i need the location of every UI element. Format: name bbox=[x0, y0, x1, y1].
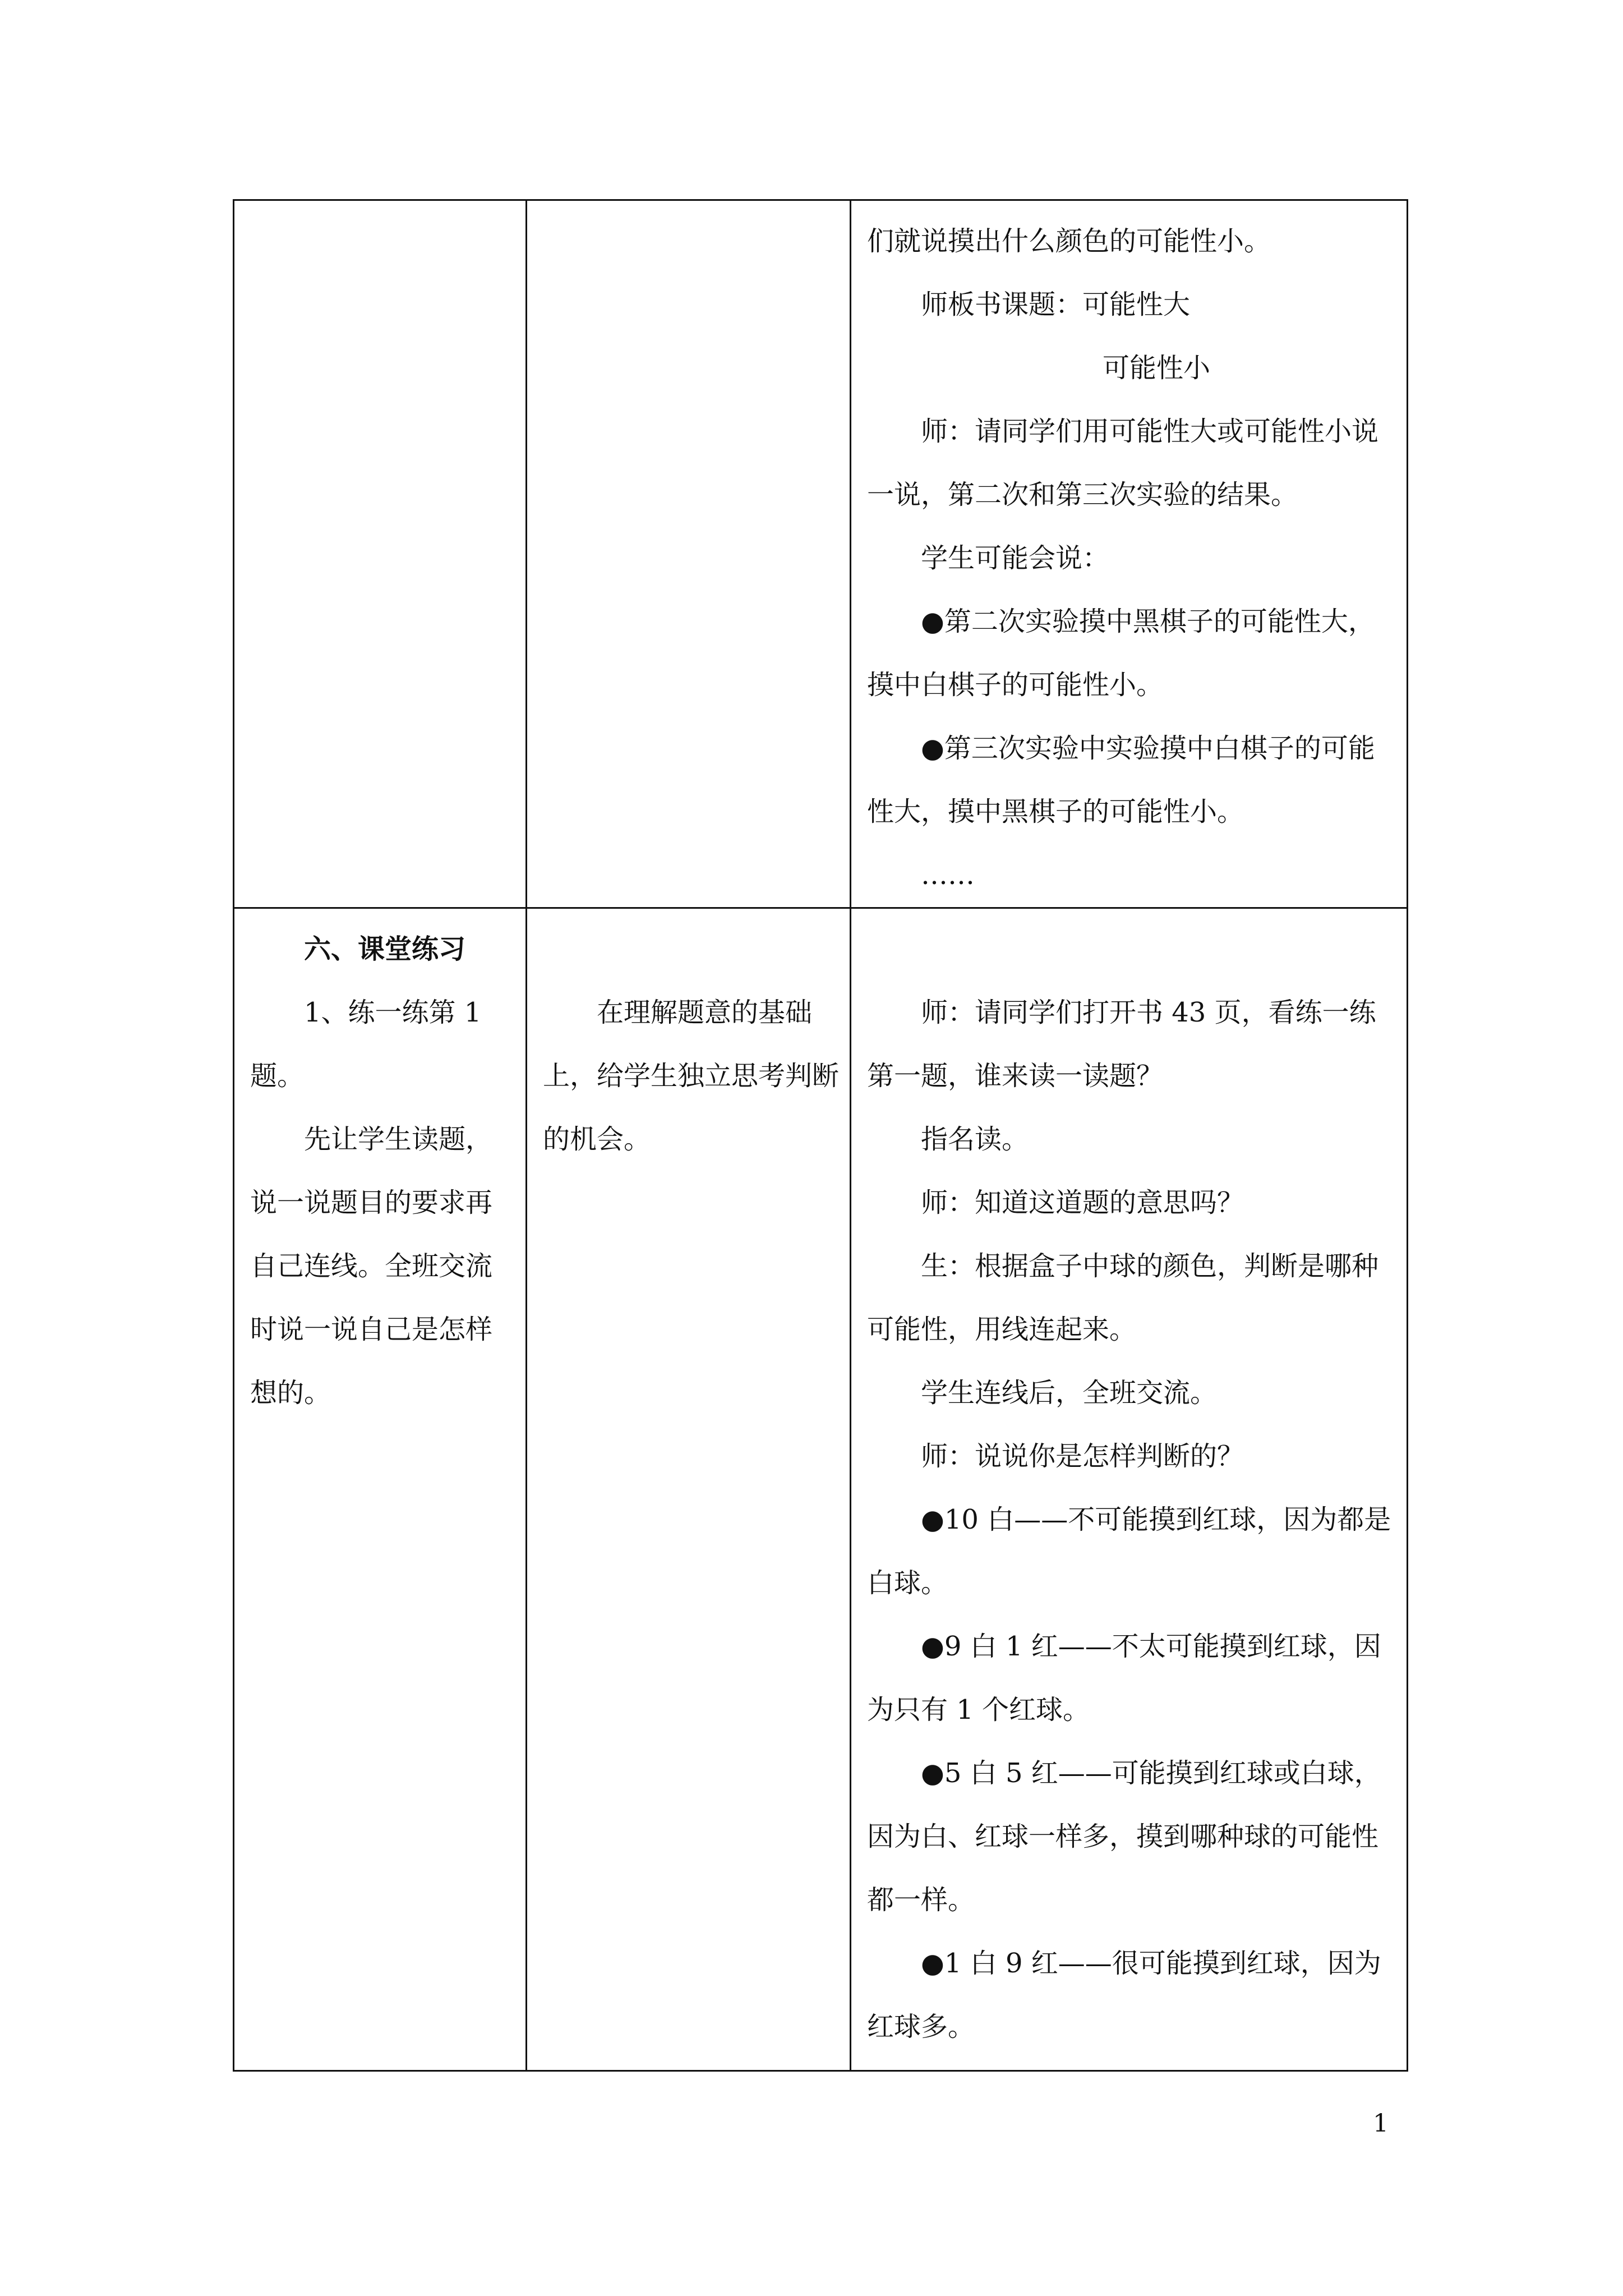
table-row bbox=[234, 908, 1408, 2071]
paragraph: 学生连线后，全班交流。 bbox=[921, 1377, 1218, 1409]
paragraph: ●5 白 5 红——可能摸到红球或白球，因为白、红球一样多，摸到哪种球的可能性都一样。 bbox=[867, 1757, 1381, 1916]
paragraph: 学生可能会说： bbox=[921, 542, 1110, 574]
ellipsis-line: …… bbox=[921, 859, 975, 891]
paragraph: ●第二次实验摸中黑棋子的可能性大，摸中白棋子的可能性小。 bbox=[867, 606, 1375, 701]
paragraph: 师：请同学们用可能性大或可能性小说一说，第二次和第三次实验的结果。 bbox=[867, 416, 1379, 510]
paragraph: 师：知道这道题的意思吗？ bbox=[921, 1187, 1244, 1218]
paragraph: 1、练一练第 1 题。 bbox=[250, 997, 482, 1092]
paragraph: 可能性小 bbox=[1103, 352, 1211, 384]
paragraph: ●9 白 1 红——不太可能摸到红球，因为只有 1 个红球。 bbox=[867, 1631, 1381, 1726]
paragraph: 先让学生读题，说一说题目的要求再自己连线。全班交流时说一说自己是怎样想的。 bbox=[250, 1124, 493, 1409]
row2-col3-cell bbox=[851, 908, 1408, 2071]
paragraph: 们就说摸出什么颜色的可能性小。 bbox=[867, 226, 1271, 257]
row1-col3-cell bbox=[851, 200, 1408, 908]
lesson-plan-table bbox=[233, 199, 1408, 2072]
paragraph: 师：说说你是怎样判断的？ bbox=[921, 1441, 1244, 1472]
paragraph: 在理解题意的基础上，给学生独立思考判断的机会。 bbox=[543, 997, 840, 1155]
paragraph: 师：请同学们打开书 43 页，看练一练第一题，谁来读一读题？ bbox=[867, 997, 1376, 1092]
row2-col1-cell bbox=[234, 908, 527, 2071]
page-number: 1 bbox=[1373, 2109, 1389, 2138]
table-row bbox=[234, 200, 1408, 908]
row1-col2-cell bbox=[527, 200, 851, 908]
paragraph: 指名读。 bbox=[921, 1124, 1029, 1155]
row1-col1-cell bbox=[234, 200, 527, 908]
paragraph: 生：根据盒子中球的颜色，判断是哪种可能性，用线连起来。 bbox=[867, 1250, 1379, 1345]
section-heading: 六、课堂练习 bbox=[304, 933, 466, 965]
row2-col2-cell bbox=[527, 908, 851, 2071]
paragraph: 师板书课题：可能性大 bbox=[921, 289, 1191, 320]
paragraph: ●1 白 9 红——很可能摸到红球，因为红球多。 bbox=[867, 1948, 1381, 2042]
paragraph: ●10 白——不可能摸到红球，因为都是白球。 bbox=[867, 1504, 1391, 1599]
paragraph: ●第三次实验中实验摸中白棋子的可能性大，摸中黑棋子的可能性小。 bbox=[867, 733, 1375, 827]
